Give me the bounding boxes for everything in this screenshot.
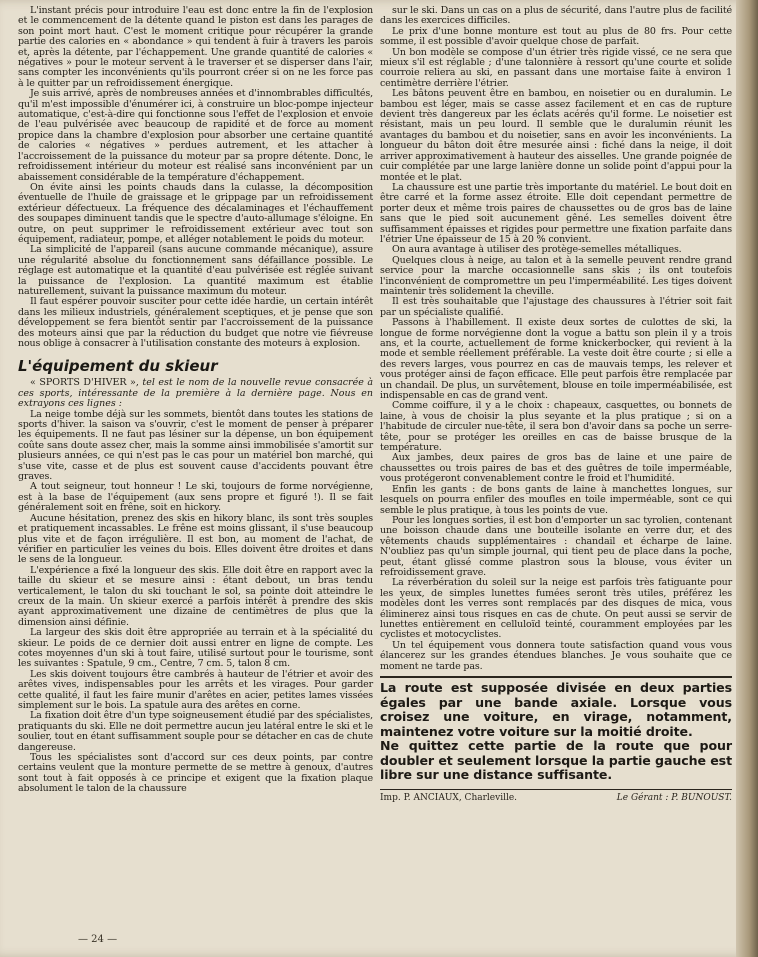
ski-article-right [380, 6, 732, 672]
manager-credit: Le Gérant : P. BUNOUST. [616, 792, 732, 803]
intro-text: tel est le nom de la nouvelle revue consacrée à ces sports, intéressante de la première à la dernière page. Nous en extrayons ces lignes : [18, 377, 374, 410]
body-paragraph: Pour les longues sorties, il est bon d'emporter un sac tyrolien, contenant une boisson chaude dans une bouteille isolante en verre dur, et des vêtements chauds supplémentaires : chandail et écharpe de laine. N'oubliez pas qu'un simple journal, qui tient peu de place dans la poche, peut, étant glissé comme plastron sous la blouse, vous éviter un refroidissement grave. [380, 514, 732, 578]
right-column [380, 6, 732, 803]
body-paragraph: L'expérience a fixé la longueur des skis. Elle doit être en rapport avec la taille du skieur et se mesure ainsi : étant debout, un bras tendu verticalement, le talon du ski touchant le sol, sa pointe doit atteindre le creux de la main. Un skieur exercé a parfois intérêt à prendre des skis ayant approximativement une dizaine de centimètres de plus que la dimension ainsi définie. [18, 564, 373, 628]
body-paragraph: Comme coiffure, il y a le choix : chapeaux, casquettes, ou bonnets de laine, à vous de choisir la plus seyante et la plus pratique ; si on a l'habitude de circuler nue-tête, il sera bon d'avoir dans sa poche un serre-tête, pour se protéger les oreilles en cas de baisse brusque de la température. [380, 400, 732, 454]
engine-article [18, 6, 373, 349]
printer-credit: Imp. P. ANCIAUX, Charleville. [380, 792, 518, 803]
body-paragraph: On évite ainsi les points chauds dans la culasse, la décomposition éventuelle de l'huile de graissage et le grippage par un refroidissement extérieur défectueux. La fréquence des décalaminages et l'échauffement des soupapes diminuent tandis que le spectre d'auto-allumage s'éloigne. En outre, on peut supprimer le refroidissement extérieur avec tout son équipement, radiateur, pompe, et alléger notablement le poids du moteur. [18, 181, 373, 245]
body-paragraph: Un bon modèle se compose d'un étrier très rigide vissé, ce ne sera que mieux s'il est réglable ; d'une talonnière à ressort qu'une courte et solide courroie reliera au ski, en passant dans une mortaise faite à environ 1 centimètre derrière l'étrier. [380, 46, 732, 89]
ski-article-left [18, 410, 373, 795]
body-paragraph: Les skis doivent toujours être cambrés à hauteur de l'étrier et avoir des arêtes vives, indispensables pour les arrêts et les virages. Pour garder cette qualité, il faut les faire munir d'arêtes en acier, petites lames vissées simplement sur le bois. La spatule aura des arêtes en corne. [18, 668, 373, 711]
page-number: — 24 — [78, 934, 118, 945]
body-paragraph: La simplicité de l'appareil (sans aucune commande mécanique), assure une régularité absolue du fonctionnement sans défaillance possible. Le réglage est automatique et la quantité d'eau pulvérisée est réglée suivant la puissance de l'explosion. La quantité maximum est établie naturellement, suivant la puissance maximum du moteur. [18, 244, 373, 297]
body-paragraph: A tout seigneur, tout honneur ! Le ski, toujours de forme norvégienne, est à la base de l'équipement (aux sens propre et figuré !). Il se fait généralement soit en frêne, soit en hickory. [18, 481, 373, 514]
body-paragraph: Il est très souhaitable que l'ajustage des chaussures à l'étrier soit fait par un spécialiste qualifié. [380, 296, 732, 318]
body-paragraph: Aucune hésitation, prenez des skis en hikory blanc, ils sont très souples et pratiquement incassables. Le frêne est moins glissant, il s'use beaucoup plus vite et de façon irrégulière. Il est bon, au moment de l'achat, de vérifier en particulier les veines du bois. Elles doivent être droites et dans le sens de la longueur. [18, 512, 373, 566]
body-paragraph: sur le ski. Dans un cas on a plus de sécurité, dans l'autre plus de facilité dans les exercices difficiles. [380, 5, 732, 27]
article-intro [18, 378, 373, 409]
body-paragraph: Tous les spécialistes sont d'accord sur ces deux points, par contre certains veulent que la monture permette de se mettre à genoux, d'autres sont tout à fait opposés à ce principe et exigent que la fixation plaque absolument le talon de la chaussure [18, 752, 373, 795]
notice-paragraph: La route est supposée divisée en deux parties égales par une bande axiale. Lorsque vous croisez une voiture, en virage, notamment, maintenez votre voiture sur la moitié droite. [380, 680, 732, 739]
body-paragraph: Aux jambes, deux paires de gros bas de laine et une paire de chaussettes ou trois paires de bas et des guêtres de toile imperméable, vous protégeront convenablement contre le froid et l'humidité. [380, 452, 732, 485]
body-paragraph: Quelques clous à neige, au talon et à la semelle peuvent rendre grand service pour la marche occasionnelle sans skis ; ils ont toutefois l'inconvénient de compromettre un peu l'imperméabilité. Les tiges doivent maintenir très solidement la cheville. [380, 254, 732, 297]
body-paragraph: La neige tombe déjà sur les sommets, bientôt dans toutes les stations de sports d'hiver. la saison va s'ouvrir, c'est le moment de penser à préparer les équipements. Il ne faut pas lésiner sur la dépense, un bon équipement coûte sans doute assez cher, mais la somme ainsi immobilisée s'amortit sur plusieurs années, ce qui n'est pas le cas pour un matériel bon marché, qui s'use vite, casse et de plus est souvent cause d'accidents pouvant être graves. [18, 408, 373, 483]
notice-paragraph: Ne quittez cette partie de la route que pour doubler et seulement lorsque la partie gauche est libre sur une distance suffisante. [380, 738, 732, 782]
body-paragraph: Un tel équipement vous donnera toute satisfaction quand vous vous élancerez sur les grandes étendues blanches. Je vous souhaite que ce moment ne tarde pas. [380, 639, 732, 672]
body-paragraph: La largeur des skis doit être appropriée au terrain et à la spécialité du skieur. Le poids de ce dernier doit aussi entrer en ligne de compte. Les cotes moyennes d'un ski à tout faire, utilisé surtout pour le tourisme, sont les suivantes : Spatule, 9 cm., Centre, 7 cm. 5, talon 8 cm. [18, 627, 373, 670]
body-paragraph: Je suis arrivé, après de nombreuses années et d'innombrables difficultés, qu'il m'est impossible d'énumérer ici, à construire un bloc-pompe injecteur automatique, c'est-à-dire qui fonctionne sous l'effet de l'explosion et envoie de l'eau pulvérisée avec beaucoup de rapidité et de force au moment propice dans la chambre d'explosion pour absorber une certaine quantité de calories « négatives » perdues autrement, et les attacher à l'accroissement de la puissance du moteur par sa propre détente. Donc, le refroidissement intérieur du moteur est réalisé sans inconvénient par un abaissement considérable de la température d'échappement. [18, 88, 373, 183]
body-paragraph: Le prix d'une bonne monture est tout au plus de 80 frs. Pour cette somme, il est possible d'avoir quelque chose de parfait. [380, 25, 732, 48]
body-paragraph: L'instant précis pour introduire l'eau est donc entre la fin de l'explosion et le commencement de la détente quand le piston est dans les parages de son point mort haut. C'est le moment critique pour récupérer la grande partie des calories en « abondance » qui tendent à fuir à travers les parois et, après la détente, par l'échappement. Une grande quantité de calories « négatives » pour le moteur servent à le traverser et se disperser dans l'air, sans compter les inconvénients qu'ils pourront créer si on ne les force pas à le quitter par un refroidissement énergique. [18, 5, 373, 89]
left-column [18, 6, 373, 795]
body-paragraph: Il faut espérer pouvoir susciter pour cette idée hardie, un certain intérêt dans les milieux industriels, généralement sceptiques, et je pense que son développement se fera bientôt sentir par l'accroissement de la puissance des moteurs ainsi que par la réduction du budget que notre vie fiévreuse nous oblige à consacrer à l'utilisation constante des moteurs à explosion. [18, 296, 373, 349]
intro-quote: « SPORTS D'HIVER », [30, 377, 139, 389]
body-paragraph: La réverbération du soleil sur la neige est parfois très fatiguante pour les yeux, de simples lunettes fumées seront très utiles, préférez les modèles dont les verres sont remplacés par des disques de mica, vous éliminerez ainsi tous risques en cas de chute. On peut aussi se servir de lunettes entièrement en celluloïd teinté, couramment employées par les cyclistes et motocyclistes. [380, 577, 732, 641]
body-paragraph: La chaussure est une partie très importante du matériel. Le bout doit en être carré et la forme assez étroite. Elle doit cependant permettre de porter deux et même trois paires de chaussettes ou de gros bas de laine sans que le pied soit aucunement gêné. Les semelles doivent être suffisamment épaisses et rigides pour permettre une fixation parfaite dans l'étrier Une épaisseur de 15 à 20 % convient. [380, 181, 732, 245]
body-paragraph: On aura avantage à utiliser des protège-semelles métalliques. [392, 244, 682, 256]
body-paragraph: La fixation doit être d'un type soigneusement étudié par des spécialistes, pratiquants du ski. Elle ne doit permettre aucun jeu latéral entre le ski et le soulier, tout en étant suffisamment souple pour se détacher en cas de chute dangereuse. [18, 710, 373, 753]
article-heading: L'équipement du skieur [18, 357, 218, 376]
body-paragraph: Enfin les gants : de bons gants de laine à manchettes longues, sur lesquels on pourra enfiler des moufles en toile imperméable, sont ce qui semble le plus pratique, à tous les points de vue. [380, 483, 732, 516]
body-paragraph: Passons à l'habillement. Il existe deux sortes de culottes de ski, la longue de forme norvégienne dont la vogue a battu son plein il y a trois ans, et la courte, actuellement de forme knickerbocker, qui revient à la mode et semble réellement préférable. La veste doit être courte ; si elle a des revers larges, vous pourrez en cas de mauvais temps, les relever et vous protéger ainsi de façon efficace. Elle peut parfois être remplacée par un chandail. De plus, un survêtement, blouse en toile imperméabilisée, est indispensable en cas de grand vent. [380, 317, 732, 402]
imprint-line [380, 789, 732, 803]
body-paragraph: Les bâtons peuvent être en bambou, en noisetier ou en duralumin. Le bambou est léger, mais se casse assez facilement et en cas de rupture devient très dangereux par les éclats acérés qu'il forme. Le noisetier est résistant, mais un peu lourd. Il semble que le duralumin réunit les avantages du bambou et du noisetier, sans en avoir les inconvénients. La longueur du bâton doit être mesurée ainsi : fiché dans la neige, il doit arriver approximativement à hauteur des aisselles. Une grande poignée de cuir complétée par une large lanière donne un solide point d'appui pour la montée et le plat. [380, 88, 732, 183]
page-edge-shadow [736, 0, 758, 957]
road-safety-notice [380, 676, 732, 783]
